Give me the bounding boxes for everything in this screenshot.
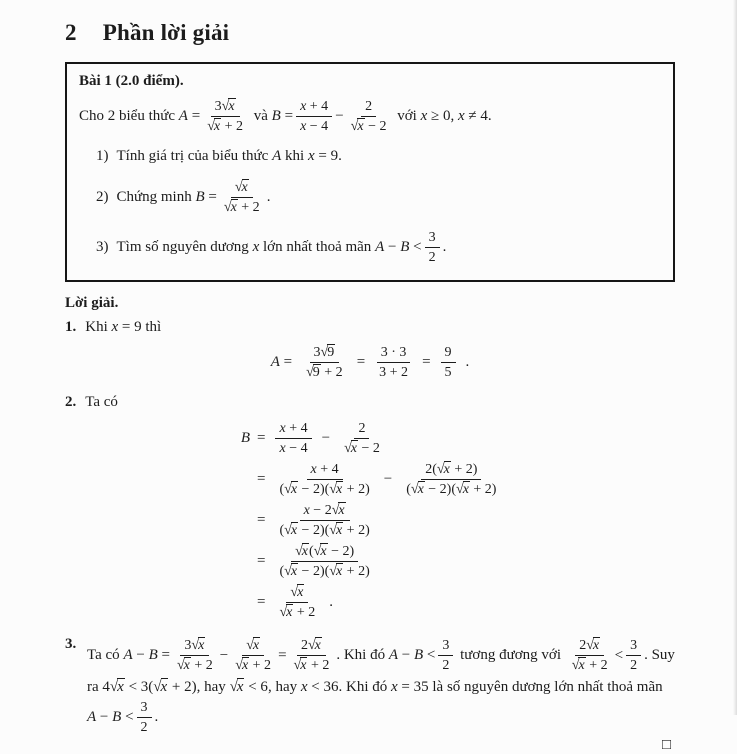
equals-operator: = <box>257 594 266 611</box>
fraction-denominator: 3 + 2 <box>379 365 409 381</box>
equals-operator: = <box>356 354 366 371</box>
fraction <box>296 98 332 135</box>
math-expr: x = 9 <box>111 318 142 335</box>
fraction-numerator: x + 4 <box>296 98 332 117</box>
math-expr: B = <box>195 188 217 205</box>
fraction-numerator: 3√x <box>211 98 240 117</box>
section-heading <box>65 20 675 46</box>
problem-item-1 <box>79 147 661 167</box>
part-text: tương đương với <box>456 647 565 664</box>
part-text: . Khi đó <box>336 647 389 664</box>
equation-row-3 <box>235 501 675 540</box>
item-text: lớn nhất thoả mãn <box>259 238 376 255</box>
fraction-numerator: √x <box>242 637 264 656</box>
minus-operator: − <box>335 107 344 124</box>
equals-operator: = <box>257 429 266 446</box>
minus-operator: − <box>383 470 393 487</box>
problem-item-3 <box>79 228 661 267</box>
solution-heading: Lời giải. <box>65 294 119 311</box>
fraction <box>375 344 412 381</box>
fraction-numerator: x + 4 <box>307 461 343 480</box>
fraction-denominator: √x + 2 <box>223 199 260 215</box>
part-text: , hay <box>267 678 301 695</box>
fraction <box>173 637 217 674</box>
part-text: , hay <box>196 678 230 695</box>
fraction-denominator: √x − 2 <box>350 119 387 135</box>
equation-row-4 <box>235 542 675 581</box>
math-expr: x < 36 <box>300 678 339 695</box>
intro-text: và <box>250 108 272 125</box>
part-text: Ta có <box>87 647 124 664</box>
part-text: Suy ra <box>87 647 675 695</box>
fraction-numerator: 2(√x + 2) <box>421 461 481 480</box>
period: . <box>329 594 334 611</box>
display-equation-A <box>65 343 675 382</box>
math-expr: A − B < <box>87 709 134 726</box>
fraction-numerator: √x(√x − 2) <box>291 543 358 562</box>
fraction <box>220 179 264 216</box>
aligned-equations <box>235 419 675 623</box>
fraction-denominator: 2 <box>442 658 450 674</box>
fraction-denominator: √x + 2 <box>235 658 272 674</box>
item-label: 3) <box>96 238 109 255</box>
fraction <box>340 420 384 457</box>
fraction <box>626 637 641 674</box>
equals-operator: = <box>257 512 266 529</box>
equation-row-2 <box>235 460 675 499</box>
fraction-denominator: 2 <box>428 249 436 265</box>
period: . <box>465 354 470 371</box>
fraction-numerator: 2 <box>354 420 369 439</box>
fraction <box>137 699 152 736</box>
fraction <box>275 584 319 621</box>
fraction-numerator: x + 4 <box>275 420 311 439</box>
fraction-numerator: 3 · 3 <box>377 344 411 363</box>
part-label: 1. <box>65 318 77 335</box>
math-expr: A <box>272 148 282 165</box>
fraction-numerator: 3 <box>438 637 453 656</box>
item-label: 2) <box>96 188 109 205</box>
part-text: thì <box>141 318 162 335</box>
fraction-numerator: x − 2√x <box>300 502 350 521</box>
math-expr: A − B < <box>388 647 436 664</box>
qed-row <box>65 737 675 754</box>
item-text: . <box>442 238 447 255</box>
fraction-denominator: (√x − 2)(√x + 2) <box>406 481 497 497</box>
part3-paragraph <box>87 636 675 737</box>
equation-lhs: B <box>240 429 250 446</box>
fraction <box>203 98 247 135</box>
solution-part-2 <box>65 392 675 412</box>
problem-items <box>79 147 661 267</box>
fraction <box>231 637 275 674</box>
fraction <box>568 637 612 674</box>
minus-operator: − <box>321 429 331 446</box>
fraction-denominator: √9 + 2 <box>306 365 343 381</box>
equation-row-1 <box>235 419 675 458</box>
problem-statement <box>79 97 661 136</box>
part-text: . <box>154 709 159 726</box>
fraction <box>402 461 500 498</box>
fraction-denominator: (√x − 2)(√x + 2) <box>279 481 370 497</box>
less-than-operator: < <box>614 647 624 664</box>
fraction-numerator: 2√x <box>297 637 326 656</box>
fraction-denominator: √x − 2 <box>344 440 380 456</box>
item-label: 1) <box>96 148 109 165</box>
fraction-numerator: 3√9 <box>310 344 340 363</box>
fraction <box>302 344 347 381</box>
fraction-numerator: 2 <box>361 98 376 117</box>
intro-text: với <box>393 108 421 125</box>
fraction <box>275 461 373 498</box>
equals-operator: = <box>257 470 266 487</box>
fraction-denominator: 2 <box>630 658 638 674</box>
qed-symbol: □ <box>661 737 671 754</box>
problem-item-2 <box>79 178 661 217</box>
math-expr: x = 9 <box>307 148 339 165</box>
fraction <box>347 98 391 135</box>
math-expr: B = <box>271 108 294 125</box>
solution-part-3 <box>65 636 675 737</box>
fraction-denominator: √x + 2 <box>293 658 330 674</box>
item-text: Chứng minh <box>116 188 196 205</box>
math-expr: A = <box>178 108 201 125</box>
equation-row-5 <box>235 583 675 622</box>
math-expr: x ≥ 0, x ≠ 4. <box>420 108 492 125</box>
fraction-numerator: √x <box>286 584 308 603</box>
fraction-denominator: x − 4 <box>300 119 329 135</box>
fraction-denominator: √x + 2 <box>176 658 213 674</box>
fraction-numerator: √x <box>231 179 253 198</box>
equals-operator: = <box>278 647 287 664</box>
fraction-numerator: 3 <box>137 699 152 718</box>
fraction <box>275 502 373 539</box>
part-text: . <box>644 647 652 664</box>
fraction <box>275 420 311 457</box>
equals-operator: = <box>257 553 266 570</box>
fraction-numerator: 2√x <box>575 637 604 656</box>
fraction-numerator: 3 <box>425 229 440 248</box>
page-edge-shadow <box>733 0 737 715</box>
fraction-denominator: (√x − 2)(√x + 2) <box>279 564 370 580</box>
math-expr: √x < 6 <box>229 678 268 695</box>
part-text: Khi <box>85 318 112 335</box>
fraction-denominator: (√x − 2)(√x + 2) <box>279 523 370 539</box>
item-text: Tính giá trị của biểu thức <box>116 148 273 165</box>
solution-part-1 <box>65 317 675 337</box>
math-expr: x <box>252 238 260 255</box>
math-expr: 4√x < 3(√x + 2) <box>102 678 197 695</box>
fraction <box>438 637 453 674</box>
section-number: 2 <box>65 20 77 45</box>
math-expr: A = <box>270 354 293 371</box>
section-title: Phần lời giải <box>102 20 230 45</box>
minus-operator: − <box>219 647 229 664</box>
fraction-numerator: 3 <box>626 637 641 656</box>
part-label: 2. <box>65 394 77 411</box>
fraction-denominator: 2 <box>140 720 148 736</box>
part-label: 3. <box>65 636 77 653</box>
fraction-denominator: √x + 2 <box>207 119 243 135</box>
problem-title: Bài 1 (2.0 điểm). <box>79 73 184 89</box>
fraction-denominator: 5 <box>444 365 452 381</box>
problem-box <box>65 62 675 282</box>
fraction <box>441 344 456 381</box>
item-text: Tìm số nguyên dương <box>116 238 253 255</box>
fraction <box>275 543 373 580</box>
math-expr: A − B = <box>123 647 170 664</box>
equals-operator: = <box>422 354 431 371</box>
fraction-denominator: √x + 2 <box>279 605 316 621</box>
intro-text: Cho 2 biểu thức <box>79 108 179 125</box>
part-text: Ta có <box>85 394 118 411</box>
fraction-numerator: 9 <box>441 344 456 363</box>
math-expr: A − B < <box>375 238 422 255</box>
part-text: là số nguyên dương lớn nhất thoả mãn <box>428 678 663 695</box>
fraction-denominator: x − 4 <box>279 440 308 456</box>
fraction-numerator: 3√x <box>180 637 209 656</box>
item-text: . <box>266 188 271 205</box>
fraction <box>290 637 334 674</box>
fraction-denominator: √x + 2 <box>571 658 608 674</box>
item-text: khi <box>281 148 308 165</box>
part-text: . Khi đó <box>338 678 391 695</box>
fraction <box>425 229 440 266</box>
item-text: . <box>338 148 342 165</box>
math-expr: x = 35 <box>391 678 429 695</box>
